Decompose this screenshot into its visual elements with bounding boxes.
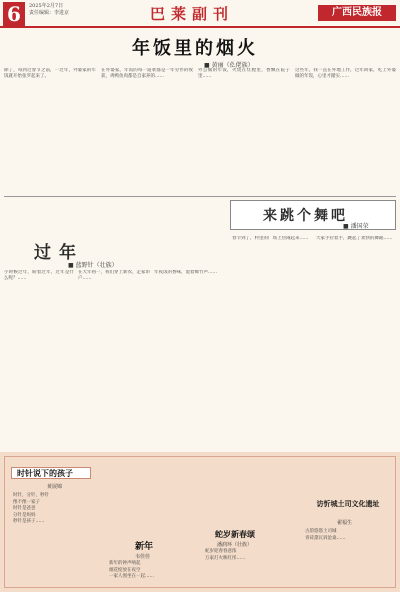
poem-3-lines: 蛇岁迎春春意浓 万家灯火映红彤…… (205, 549, 246, 561)
article-lower (4, 200, 396, 450)
header-rule (0, 26, 400, 28)
poem-3-author: 潘润环（壮族） (217, 542, 253, 548)
poem-1-title: 时针说下的孩子 (17, 468, 73, 478)
poetry-section (0, 452, 400, 592)
issue-date: 2025年2月7日 (29, 3, 64, 9)
article-guonian-col-3: 年夜饭的香味，混着爆竹声…… (154, 270, 217, 275)
poem-4-author: 翟福生 (337, 520, 353, 526)
article-guonian-col-2: 在大年初一，我们穿上新衣，走家串户…… (78, 270, 150, 282)
date-line (29, 3, 69, 17)
page-header (0, 0, 400, 28)
poem-2-author: 韦佳佳 (135, 554, 151, 560)
poem-3-title: 蛇岁新春颂 (215, 529, 255, 539)
article-main-col-3: 外公做的年饭，火烧在灶膛里，香飘在院子里…… (198, 68, 290, 80)
article-guonian-byline: ■ 蓝野针（壮族） (68, 262, 118, 269)
poem-1-author: 黄展锦 (47, 484, 63, 490)
poem-4-title: 访忻城土司文化遗址 (316, 499, 380, 508)
article-dance-byline: ■ 潘国荣 (343, 223, 369, 230)
poetry-frame (4, 456, 396, 588)
poem-1-lines: 时针，分针，秒针 像不像一家子 时针是爸爸 分针是妈妈 秒针是孩子…… (13, 493, 49, 525)
paper-name: 广西民族报 (318, 5, 396, 21)
poem-2-lines: 新年的钟声响起 烟花绽放在夜空 一家人围坐在一起…… (109, 561, 154, 580)
article-guonian-col-1: 小时候过年，盼着过年，过年是什么呢？…… (4, 270, 74, 282)
article-main-col-2: 在外婆家，年饭的每一道菜都是一年劳作的收获，鸡鸭鱼肉都是自家养的…… (101, 68, 193, 80)
article-dance-col-2: 大家手拉着手，跳起了欢快的舞蹈…… (316, 236, 393, 241)
editor-name: 责任编辑：李进京 (29, 10, 70, 16)
article-dance-heading (230, 200, 396, 230)
article-main-byline: ■ 黄丽（仫佬族） (204, 62, 254, 69)
article-guonian-title: 过年 (34, 243, 84, 263)
article-main-col-4: 这些年，我一直在外地工作，过年回家，吃上外婆做的年饭，心里才踏实…… (295, 68, 396, 80)
page-number: 6 (3, 2, 25, 26)
article-dance-col-1: 春节到了，村里的广场上热闹起来…… (232, 236, 309, 241)
divider (4, 196, 396, 197)
poem-4-lines: 古韵悠悠土司城 青砖黛瓦诉沧桑…… (305, 529, 346, 541)
article-main-title: 年饭里的烟火 (132, 38, 258, 59)
article-main-col-1: 除了，每到过春节之前，一过年，外婆家的年饭就开始张罗起来了。 (4, 68, 96, 80)
article-dance-title: 来跳个舞吧 (263, 208, 348, 224)
poem-2-title: 新年 (135, 542, 154, 552)
column-title: 巴莱副刊 (150, 5, 235, 23)
article-main (4, 30, 396, 198)
